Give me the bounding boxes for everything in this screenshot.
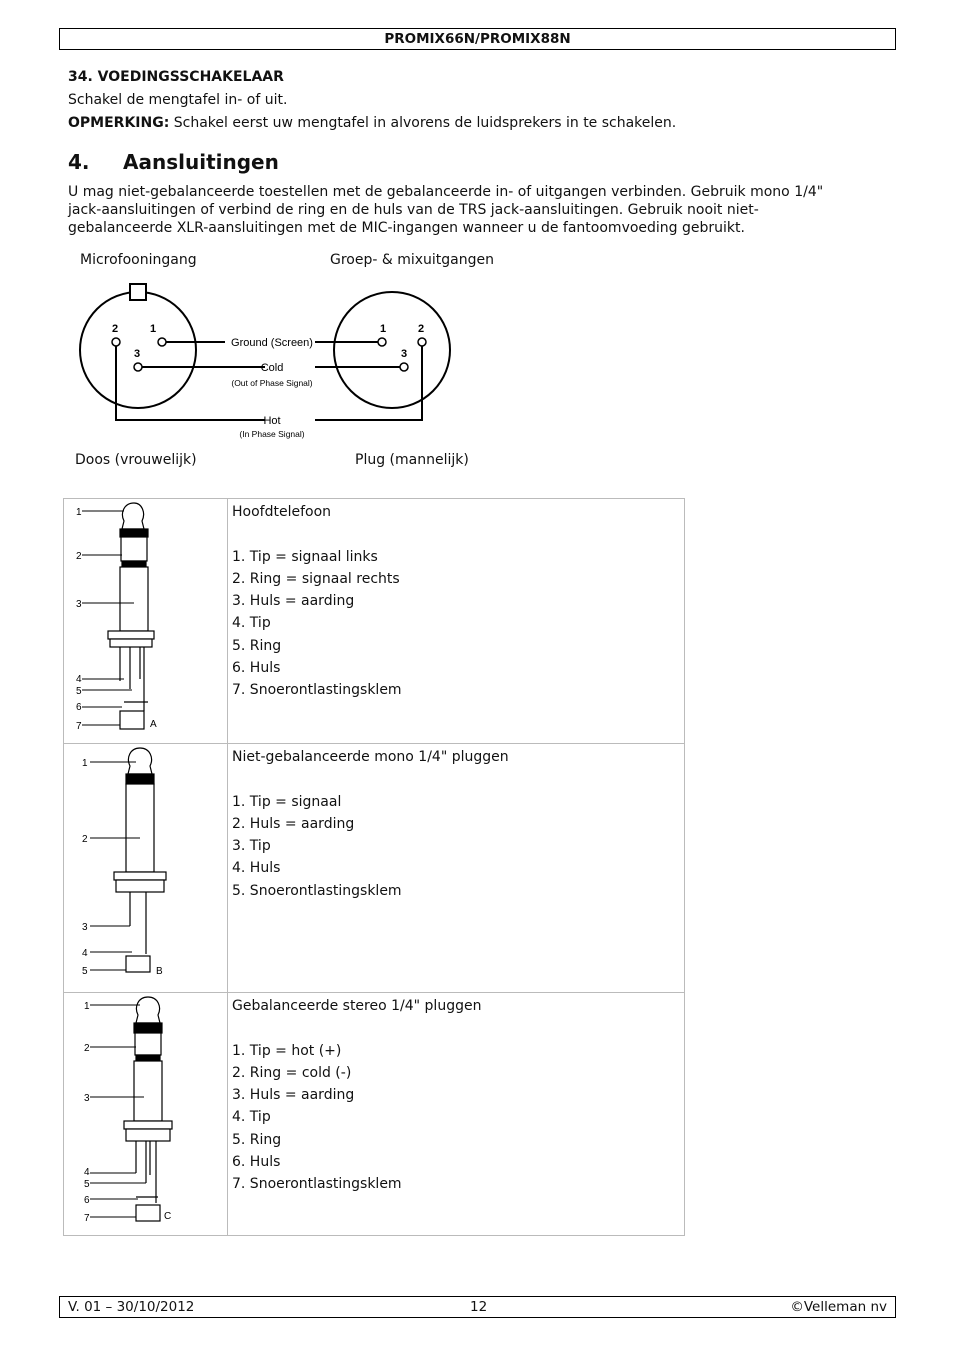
list-item: 5. Ring [232,1131,282,1148]
figure-number: 5 [82,966,88,977]
figure-number: 5 [84,1179,90,1190]
list-item: 6. Huls [232,660,281,677]
figure-letter: C [164,1211,172,1222]
paragraph-line: U mag niet-gebalanceerde toestellen met de gebalanceerde in- of uitgangen verbinden. Gebruik mono 1/4" [68,184,824,200]
female-pin-label: 3 [134,348,141,360]
list-item: 4. Tip [232,1109,271,1126]
figure-number: 7 [84,1213,90,1224]
plug-title: Niet-gebalanceerde mono 1/4" pluggen [232,749,509,765]
jack-plug-table [63,498,685,1236]
list-item: 5. Snoerontlastingsklem [232,882,402,899]
figure-number: 4 [76,674,82,685]
male-pin-2 [418,338,426,346]
wire-label-ground: Ground (Screen) [231,337,313,349]
wire-label-cold-sub: (Out of Phase Signal) [231,378,313,388]
balanced-stereo-plug-figure [64,993,226,1231]
plug-figure-cell [64,993,228,1236]
page-footer [59,1296,896,1318]
section-4-paragraph [68,183,823,237]
male-pin-3 [400,363,408,371]
figure-number: 1 [82,758,88,769]
figure-number: 4 [82,948,88,959]
male-pin-label: 2 [418,323,425,335]
list-item: 3. Huls = aarding [232,1087,355,1104]
plug-description-cell [228,499,685,744]
plug-figure-cell [64,499,228,744]
list-item: 7. Snoerontlastingsklem [232,682,402,699]
note-label: OPMERKING: [68,115,170,131]
table-row [64,993,685,1236]
footer-copyright: ©Velleman nv [790,1299,887,1315]
list-item: 1. Tip = signaal links [232,548,378,565]
list-item: 3. Huls = aarding [232,593,355,610]
label-microfooningang: Microfooningang [80,252,197,268]
stereo-headphone-plug-figure [64,499,226,739]
male-pin-1 [378,338,386,346]
page-header [59,28,896,50]
figure-number: 2 [82,834,88,845]
wire-label-hot-sub: (In Phase Signal) [239,429,305,439]
figure-number: 3 [76,599,82,610]
header-title: PROMIX66N/PROMIX88N [384,31,571,47]
male-pin-label: 3 [401,348,408,360]
wire-label-cold: Cold [260,362,284,374]
figure-number: 3 [82,922,88,933]
list-item: 2. Huls = aarding [232,815,355,832]
list-item: 7. Snoerontlastingsklem [232,1176,402,1193]
figure-number: 6 [84,1195,90,1206]
section-34-heading: 34. VOEDINGSSCHAKELAAR [68,69,284,85]
plug-title: Gebalanceerde stereo 1/4" pluggen [232,998,482,1014]
section-4-title: Aansluitingen [123,150,279,174]
xlr-wiring-diagram [70,278,475,443]
figure-number: 6 [76,702,82,713]
table-row [64,499,685,744]
figure-number: 2 [84,1043,90,1054]
female-pin-3 [134,363,142,371]
paragraph-line: jack-aansluitingen of verbind de ring en de huls van de TRS jack-aansluitingen. Gebruik nooit niet- [68,202,759,218]
footer-page-number: 12 [470,1299,488,1315]
list-item: 2. Ring = signaal rechts [232,570,400,587]
list-item: 5. Ring [232,637,282,654]
section-34-note [68,114,676,132]
female-pin-label: 1 [150,323,157,335]
note-text: Schakel eerst uw mengtafel in alvorens de luidsprekers in te schakelen. [169,115,677,131]
plug-title: Hoofdtelefoon [232,504,332,520]
figure-letter: B [156,966,163,977]
plug-figure-cell [64,744,228,993]
wire-label-hot: Hot [263,415,281,427]
list-item: 1. Tip = hot (+) [232,1042,342,1059]
list-item: 4. Tip [232,615,271,632]
section-34-text: Schakel de mengtafel in- of uit. [68,92,288,108]
figure-number: 4 [84,1167,90,1178]
figure-number: 7 [76,721,82,732]
table-row [64,744,685,993]
male-connector-outline [334,292,450,408]
figure-number: 3 [84,1093,90,1104]
figure-number: 5 [76,686,82,697]
female-pin-label: 2 [112,323,119,335]
figure-number: 1 [76,507,82,518]
female-pin-1 [158,338,166,346]
list-item: 6. Huls [232,1154,281,1171]
list-item: 2. Ring = cold (-) [232,1064,352,1081]
figure-number: 2 [76,551,82,562]
footer-version: V. 01 – 30/10/2012 [68,1299,195,1315]
label-groep-mixuitgangen: Groep- & mixuitgangen [330,252,495,268]
list-item: 1. Tip = signaal [232,793,342,810]
paragraph-line: gebalanceerde XLR-aansluitingen met de MIC-ingangen wanneer u de fantoomvoeding gebruikt. [68,220,745,236]
male-pin-label: 1 [380,323,387,335]
list-item: 4. Huls [232,860,281,877]
section-4-number: 4. [68,150,90,174]
female-pin-2 [112,338,120,346]
label-plug: Plug (mannelijk) [355,452,469,468]
list-item: 3. Tip [232,838,271,855]
female-connector-key [130,284,146,300]
figure-letter: A [150,719,157,730]
plug-description-cell [228,744,685,993]
figure-number: 1 [84,1001,90,1012]
mono-plug-figure [64,744,226,988]
plug-description-cell [228,993,685,1236]
label-doos: Doos (vrouwelijk) [75,452,197,468]
